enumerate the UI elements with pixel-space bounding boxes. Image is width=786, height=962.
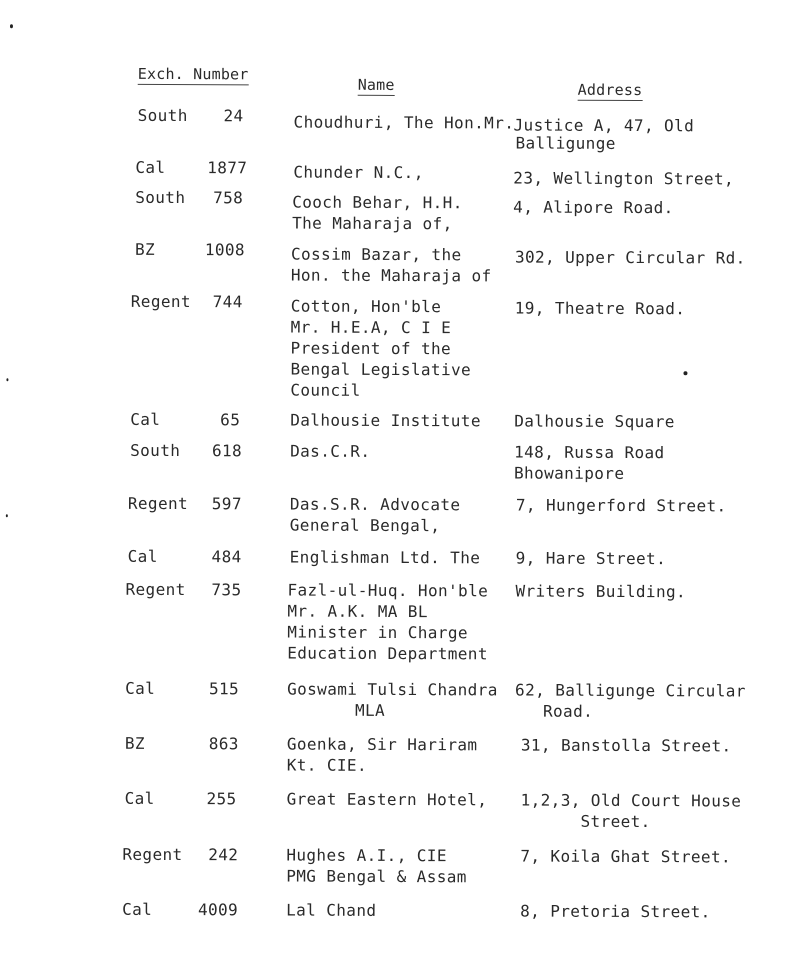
- exchange: Cal: [124, 788, 155, 808]
- directory-row: [0, 732, 785, 775]
- entry-name: Cooch Behar, H.H. The Maharaja of,: [292, 192, 463, 234]
- entry-name: Cossim Bazar, the Hon. the Maharaja of: [290, 244, 492, 286]
- phone-number: 24: [223, 106, 244, 126]
- phone-number: 242: [208, 845, 239, 865]
- exchange: Cal: [130, 409, 161, 429]
- entry-address: 31, Banstolla Street.: [520, 735, 732, 756]
- phone-number: 515: [208, 679, 240, 699]
- phone-number: 4009: [197, 900, 239, 920]
- entry-address: Dalhousie Square: [514, 411, 675, 432]
- entry-name: Hughes A.I., CIE PMG Bengal & Assam: [286, 845, 467, 887]
- entry-name: Fazl-ul-Huq. Hon'ble Mr. A.K. MA BL Minister in Charge Education Department: [287, 580, 489, 664]
- directory-row: [0, 898, 784, 922]
- entry-name: Goswami Tulsi Chandra MLA: [287, 679, 498, 720]
- entry-address: Justice A, 47, Old Balligunge: [513, 115, 695, 153]
- directory-row: [2, 104, 786, 153]
- exchange: Regent: [122, 844, 183, 865]
- entry-address: 148, Russa Road Bhowanipore: [513, 442, 665, 483]
- entry-name: Goenka, Sir Hariram Kt. CIE.: [286, 734, 478, 775]
- phone-number: 65: [220, 410, 241, 430]
- directory-row: [0, 408, 786, 432]
- exchange: BZ: [124, 733, 145, 753]
- entry-name: Lal Chand: [286, 900, 377, 920]
- directory-row: [0, 578, 786, 664]
- directory-row: [0, 787, 785, 832]
- entry-address: 4, Alipore Road.: [513, 197, 674, 218]
- phone-number: 597: [211, 494, 242, 514]
- entry-name: Das.S.R. Advocate General Bengal,: [289, 494, 461, 536]
- speck-mark: [10, 24, 13, 28]
- exchange: South: [130, 440, 181, 461]
- entry-address: 23, Wellington Street,: [513, 168, 735, 189]
- entry-address: 62, Balligunge Circular Road.: [515, 680, 746, 721]
- directory-row: [1, 156, 786, 189]
- exchange: Cal: [127, 546, 158, 566]
- speck-mark: [6, 514, 8, 517]
- directory-row: [1, 238, 786, 286]
- phone-number: 484: [211, 547, 242, 567]
- entry-name: Chunder N.C.,: [293, 162, 424, 183]
- exchange: South: [137, 105, 188, 126]
- directory-row: [0, 439, 786, 483]
- entry-name: Cotton, Hon'ble Mr. H.E.A, C I E President of the Bengal Legislative Council: [290, 296, 472, 400]
- entry-name: Great Eastern Hotel,: [286, 789, 488, 810]
- phone-number: 618: [211, 441, 243, 461]
- directory-row: [0, 545, 786, 569]
- entry-address: 8, Pretoria Street.: [520, 901, 711, 922]
- phone-number: 1877: [207, 158, 248, 178]
- exchange: BZ: [134, 239, 156, 259]
- entry-address: 1,2,3, Old Court House Street.: [520, 790, 742, 832]
- phone-number: 758: [213, 188, 244, 208]
- directory-row: [0, 843, 784, 887]
- entry-address: 7, Koila Ghat Street.: [520, 846, 732, 867]
- header-address: Address: [577, 80, 643, 100]
- exchange: Regent: [127, 493, 189, 514]
- phone-number: 735: [211, 580, 242, 600]
- entry-address: Writers Building.: [515, 581, 687, 602]
- entry-name: Englishman Ltd. The: [289, 547, 481, 568]
- entry-address: 7, Hungerford Street.: [515, 495, 727, 516]
- header-exch-number: Exch. Number: [137, 64, 249, 84]
- exchange: Regent: [130, 291, 192, 312]
- directory-row: [0, 492, 786, 536]
- entry-address: 19, Theatre Road.: [514, 298, 686, 319]
- exchange: Cal: [135, 157, 166, 177]
- directory-row: [1, 290, 786, 400]
- entry-address: 9, Hare Street.: [515, 548, 667, 569]
- entry-name: Das.C.R.: [290, 441, 371, 461]
- phone-number: 863: [208, 734, 239, 754]
- entry-address: 302, Upper Circular Rd.: [514, 247, 746, 268]
- entry-name: Choudhuri, The Hon.Mr.: [293, 112, 515, 133]
- header-name: Name: [357, 75, 395, 94]
- entry-name: Dalhousie Institute: [290, 410, 481, 431]
- speck-mark: [6, 378, 8, 381]
- directory-row: [0, 677, 785, 721]
- phone-number: 744: [212, 292, 243, 312]
- exchange: Cal: [122, 899, 153, 919]
- exchange: Cal: [125, 678, 156, 698]
- phone-number: 255: [206, 789, 237, 809]
- phone-number: 1008: [204, 240, 246, 260]
- speck-mark: [683, 371, 687, 375]
- exchange: Regent: [125, 579, 186, 600]
- exchange: South: [135, 187, 186, 208]
